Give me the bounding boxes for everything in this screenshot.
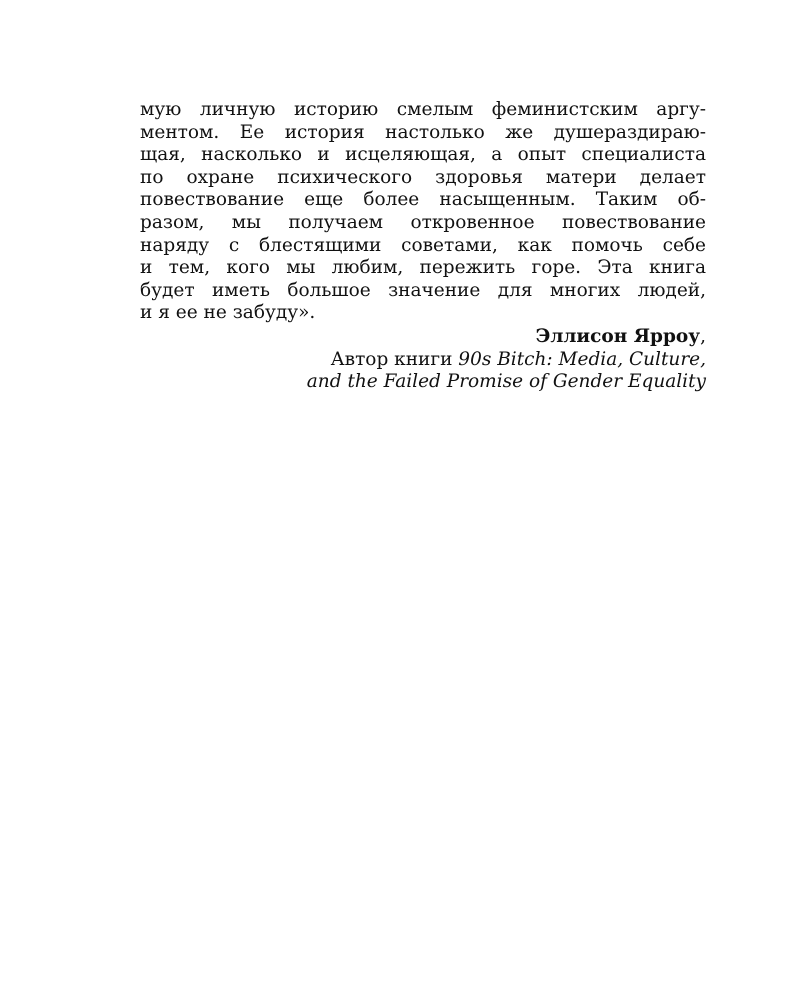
attribution [140,326,706,394]
testimonial-block [140,99,706,394]
quote-line: и тем, кого мы любим, пережить горе. Эта книга [140,257,706,279]
quote-line: мую личную историю смелым феминистским аргу- [140,99,706,120]
book-line-1 [140,349,706,372]
quote-line: повествование еще более насыщенным. Таким об- [140,189,706,211]
book-title-part-2: and the Failed Promise of Gender Equality [306,371,706,393]
author-line [140,326,706,349]
quote-line: ментом. Ее история настолько же душераздираю- [140,121,706,143]
quote-line: будет иметь большое значение для многих людей, [140,279,706,301]
book-title-part-1: 90s Bitch: Media, Culture, [458,348,706,370]
quote-line: наряду с блестящими советами, как помочь себе [140,234,706,256]
quote-line: и я ее не забуду». [140,302,316,324]
author-suffix: , [700,325,706,347]
quote-line: разом, мы получаем откровенное повествование [140,211,706,233]
quote-text [140,99,706,325]
role-prefix: Автор книги [330,348,459,370]
quote-line: щая, насколько и исцеляющая, а опыт специалиста [140,144,706,166]
quote-line: по охране психического здоровья матери делает [140,166,706,188]
author-name: Эллисон Ярроу [535,325,701,347]
